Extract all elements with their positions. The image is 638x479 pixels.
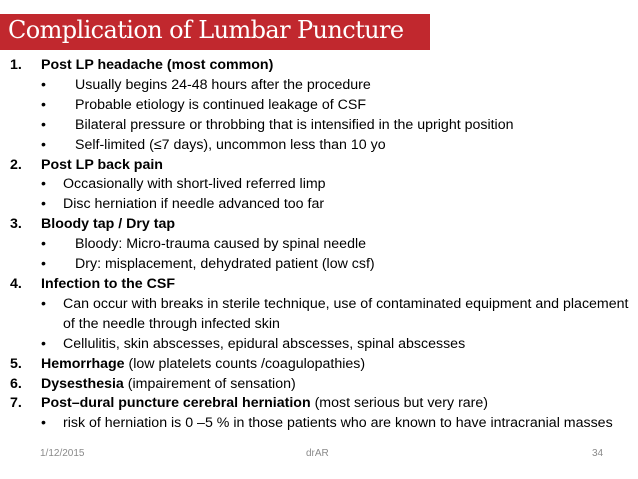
item-heading: Infection to the CSF	[41, 275, 175, 292]
item-heading: Hemorrhage	[41, 355, 125, 372]
slide-content	[10, 56, 630, 434]
bullet-item: • Probable etiology is continued leakage of CSF	[41, 96, 630, 116]
bullet-dot-icon: •	[41, 76, 46, 93]
item-number: 7.	[10, 395, 22, 412]
item-number: 1.	[10, 57, 22, 73]
bullet-dot-icon: •	[41, 176, 46, 193]
footer-date: 1/12/2015	[40, 448, 85, 459]
bullet-item: • Can occur with breaks in sterile technique, use of contaminated equipment and placement of the needle through infected skin	[41, 295, 629, 332]
item-heading: Bloody tap / Dry tap	[41, 216, 176, 233]
item-heading: Dysesthesia	[41, 375, 124, 392]
item-number: 2.	[10, 156, 22, 173]
bullet-item: • Bloody: Micro-trauma caused by spinal needle	[41, 235, 630, 255]
item-suffix: (impairement of sensation)	[123, 375, 296, 392]
item-suffix: (low platelets counts /coagulopathies)	[124, 355, 366, 372]
bullet-dot-icon: •	[41, 236, 46, 253]
bullet-dot-icon: •	[41, 116, 46, 133]
footer-author: drAR	[306, 448, 329, 459]
bullet-item: • Occasionally with short-lived referred limp	[41, 175, 630, 195]
bullet-item: • Disc herniation if needle advanced too far	[41, 195, 630, 215]
bullet-item: • risk of herniation is 0 –5 % in those patients who are known to have intracranial masses	[41, 414, 630, 434]
list-item-7	[10, 394, 630, 434]
item-line	[41, 375, 630, 395]
item-heading: Post LP headache (most common)	[41, 57, 274, 73]
slide-title: Complication of Lumbar Puncture	[8, 16, 404, 44]
item-number: 3.	[10, 216, 22, 233]
bullet-item: • Cellulitis, skin abscesses, epidural abscesses, spinal abscesses	[41, 335, 630, 355]
item-heading: Post LP back pain	[41, 156, 163, 173]
bullet-item: • Usually begins 24-48 hours after the procedure	[41, 76, 630, 96]
list-item-3	[10, 215, 630, 275]
bullet-dot-icon: •	[41, 96, 46, 113]
item-number: 4.	[10, 275, 22, 292]
bullet-item: • Bilateral pressure or throbbing that is intensified in the upright position	[41, 116, 630, 136]
bullet-dot-icon: •	[41, 196, 46, 213]
list-item-4	[10, 275, 630, 355]
item-line	[41, 394, 630, 414]
item-number: 5.	[10, 355, 22, 372]
bullet-item: • Self-limited (≤7 days), uncommon less than 10 yo	[41, 136, 630, 156]
list-item-1	[10, 56, 630, 156]
list-item-6	[10, 375, 630, 395]
bullet-dot-icon: •	[41, 256, 46, 273]
bullet-item: • Dry: misplacement, dehydrated patient (low csf)	[41, 255, 630, 275]
list-item-2	[10, 156, 630, 216]
bullet-dot-icon: •	[41, 415, 46, 432]
item-line	[41, 355, 630, 375]
item-heading: Post–dural puncture cerebral herniation	[41, 395, 311, 412]
item-number: 6.	[10, 375, 22, 392]
list-item-5	[10, 355, 630, 375]
bullet-dot-icon: •	[41, 136, 46, 153]
item-suffix: (most serious but very rare)	[310, 395, 489, 412]
title-bar	[0, 14, 430, 50]
footer-page-number: 34	[592, 448, 604, 459]
bullet-dot-icon: •	[41, 295, 46, 312]
bullet-dot-icon: •	[41, 335, 46, 352]
